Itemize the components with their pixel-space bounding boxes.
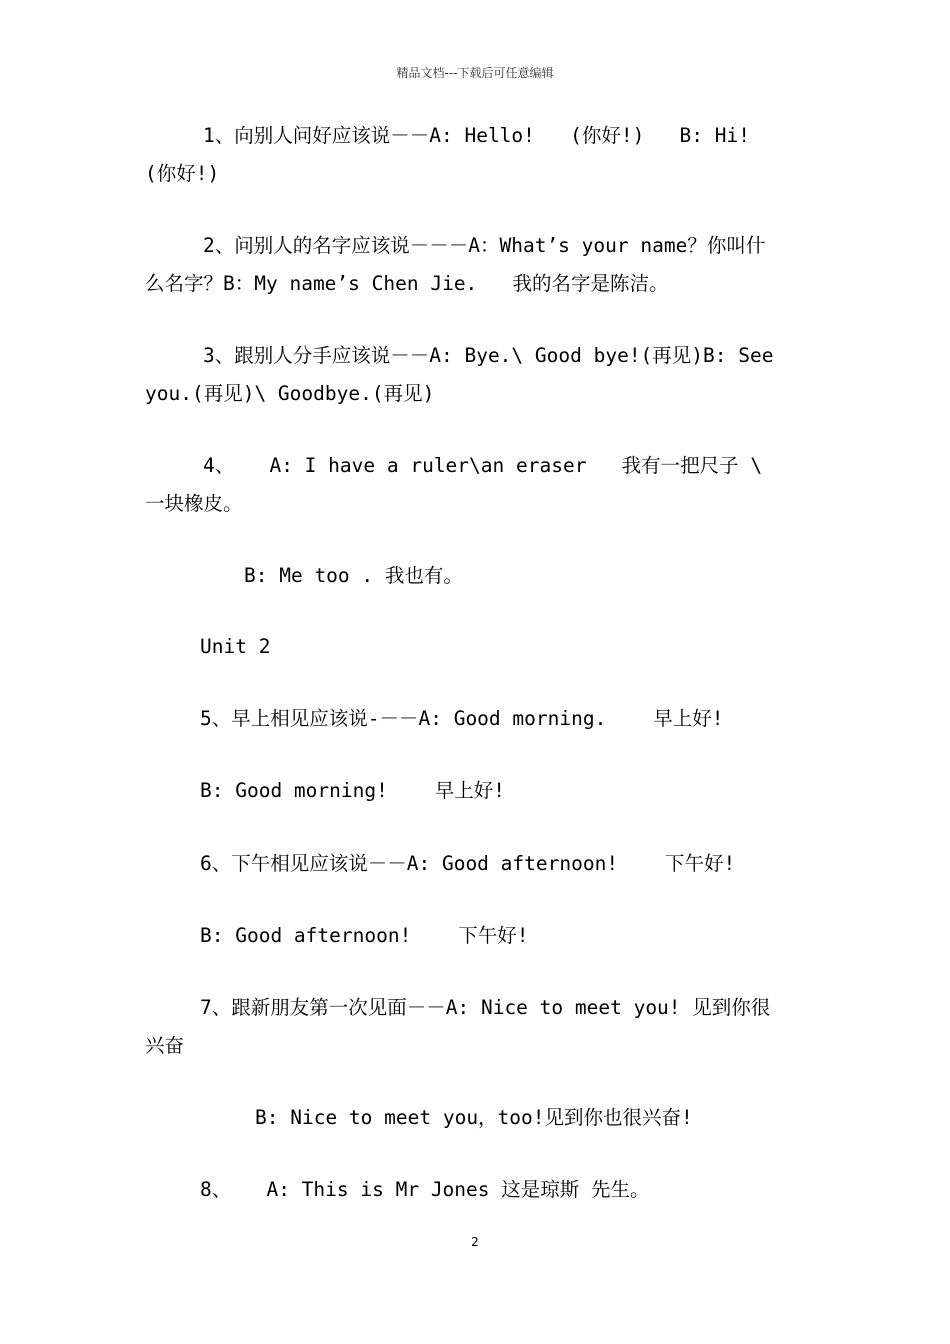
item-7-line-1: 7、跟新朋友第一次见面－－A: Nice to meet you! 见到你很 [200,996,771,1019]
page-header: 精品文档---下载后可任意编辑 [396,66,554,80]
item-4-reply: B: Me too . 我也有。 [244,564,463,587]
item-4-line-1: 4、 A: I have a ruler\an eraser 我有一把尺子 \ [203,454,763,477]
item-5-line-1: 5、早上相见应该说-－－A: Good morning. 早上好! [200,707,724,730]
item-4-line-2: 一块橡皮。 [145,492,243,515]
item-8-line-1: 8、 A: This is Mr Jones 这是琼斯 先生。 [200,1178,650,1201]
item-2-line-2: 么名字？B：My name’s Chen Jie. 我的名字是陈洁。 [145,272,669,295]
item-1-line-1: 1、向别人问好应该说－－A: Hello! (你好!) B: Hi! [203,124,750,147]
item-3-line-2: you.(再见)\ Goodbye.(再见) [145,382,435,405]
item-7-line-2: 兴奋 [145,1034,185,1057]
item-5-reply: B: Good morning! 早上好! [200,779,506,802]
item-6-reply: B: Good afternoon! 下午好! [200,924,529,947]
item-2-line-1: 2、问别人的名字应该说－－－A：What’s your name？你叫什 [203,234,766,257]
page-number: 2 [471,1235,479,1249]
item-1-line-2: (你好!) [145,162,220,185]
item-6-line-1: 6、下午相见应该说－－A: Good afternoon! 下午好! [200,852,736,875]
unit-heading: Unit 2 [200,635,271,658]
item-3-line-1: 3、跟别人分手应该说－－A: Bye.\ Good bye!(再见)B: See [203,344,774,367]
item-7-reply: B: Nice to meet you，too!见到你也很兴奋! [255,1106,693,1129]
